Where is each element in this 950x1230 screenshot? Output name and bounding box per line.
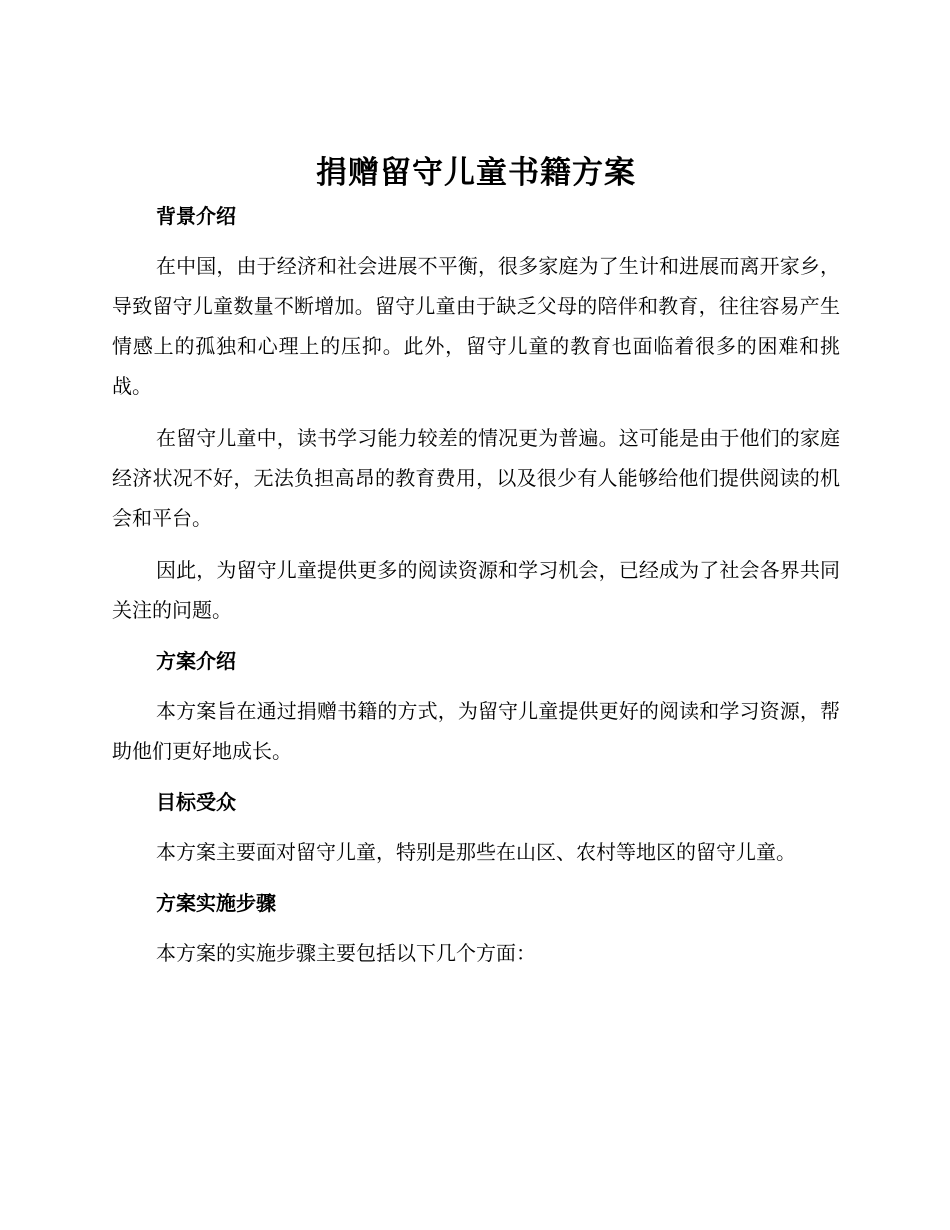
section-heading: 方案实施步骤: [156, 891, 276, 915]
section-audience: [112, 784, 840, 872]
document-page: [112, 148, 840, 973]
section-heading: 背景介绍: [156, 204, 236, 228]
section-heading: 目标受众: [156, 790, 236, 814]
paragraph: 本方案的实施步骤主要包括以下几个方面：: [156, 941, 536, 965]
section-steps: [112, 885, 840, 973]
paragraph: 本方案旨在通过捐赠书籍的方式，为留守儿童提供更好的阅读和学习资源，帮助他们更好地成长。: [112, 699, 840, 763]
section-background: [112, 198, 840, 630]
section-heading: 方案介绍: [156, 649, 236, 673]
section-plan: [112, 643, 840, 771]
paragraph: 在中国，由于经济和社会进展不平衡，很多家庭为了生计和进展而离开家乡，导致留守儿童数量不断增加。留守儿童由于缺乏父母的陪伴和教育，往往容易产生情感上的孤独和心理上的压抑。此外，留守儿童的教育也面临着很多的困难和挑战。: [112, 254, 840, 398]
paragraph: 因此，为留守儿童提供更多的阅读资源和学习机会，已经成为了社会各界共同关注的问题。: [112, 558, 840, 622]
document-title: 捐赠留守儿童书籍方案: [316, 155, 636, 191]
paragraph: 本方案主要面对留守儿童，特别是那些在山区、农村等地区的留守儿童。: [156, 840, 796, 864]
paragraph: 在留守儿童中，读书学习能力较差的情况更为普遍。这可能是由于他们的家庭经济状况不好，无法负担高昂的教育费用，以及很少有人能够给他们提供阅读的机会和平台。: [112, 426, 840, 530]
